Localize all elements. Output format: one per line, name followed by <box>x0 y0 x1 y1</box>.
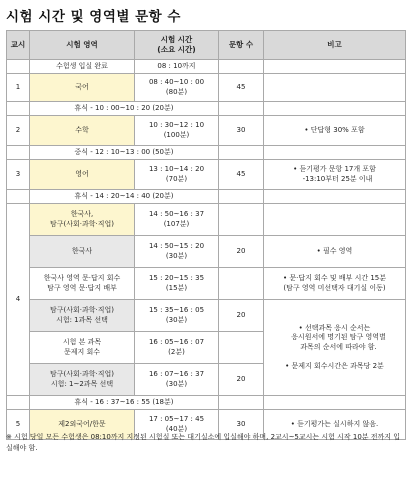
period-4-time-inquiry-1-range: 15 : 35~16 : 05 <box>148 306 205 315</box>
header-time-line2: (소요 시간) <box>157 45 196 54</box>
period-4-area-combined-line1: 한국사, <box>70 210 94 219</box>
period-4-area-history: 한국사 <box>30 236 135 268</box>
break-1-period-cell <box>7 102 30 116</box>
period-1-area: 국어 <box>30 74 135 102</box>
period-3-duration: (70분) <box>165 174 188 183</box>
period-3-row <box>7 160 406 190</box>
period-4-area-inquiry-2-line1: 탐구(사회·과학·직업) <box>49 370 114 379</box>
period-4-note-handover-line2: (탐구 영역 미선택자 대기실 이동) <box>283 283 386 292</box>
period-4-time-collect-duration: (2분) <box>168 347 185 356</box>
period-1-count: 45 <box>219 74 264 102</box>
lunch-text: 중식 - 12 : 10~13 : 00 (50분) <box>30 146 219 160</box>
period-4-count-collect <box>219 332 264 364</box>
period-4-area-handover-line1: 한국사 영역 문·답지 회수 <box>43 274 121 283</box>
header-count: 문항 수 <box>219 31 264 60</box>
period-3-time-range: 13 : 10~14 : 20 <box>148 165 205 174</box>
period-1-number: 1 <box>7 74 30 102</box>
period-4-area-collect-line2: 문제지 회수 <box>63 347 101 356</box>
period-4-time-handover <box>135 268 219 300</box>
period-1-duration: (80분) <box>165 87 188 96</box>
entry-period-cell <box>7 60 30 74</box>
header-time <box>135 31 219 60</box>
lunch-row <box>7 146 406 160</box>
period-4-note-inquiry-line4: • 문제지 회수시간은 과목당 2분 <box>285 361 384 370</box>
period-3-note-line1: • 듣기평가 문항 17개 포함 <box>293 165 376 174</box>
period-4-row-2 <box>7 236 406 268</box>
entry-note-cell <box>264 60 406 74</box>
period-5-area: 제2외국어/한문 <box>30 410 135 440</box>
period-2-note: • 단답형 30% 포함 <box>264 116 406 146</box>
period-2-time-range: 10 : 30~12 : 10 <box>148 121 205 130</box>
period-4-note-handover <box>264 268 406 300</box>
period-3-note <box>264 160 406 190</box>
break-2-text: 휴식 - 14 : 20~14 : 40 (20분) <box>30 190 219 204</box>
period-1-note <box>264 74 406 102</box>
break-3-period-cell <box>7 396 30 410</box>
period-1-time <box>135 74 219 102</box>
period-4-row-1 <box>7 204 406 236</box>
period-4-area-handover-line2: 탐구 영역 문·답지 배부 <box>47 283 117 292</box>
break-1-note-cell <box>264 102 406 116</box>
break-3-text: 휴식 - 16 : 37~16 : 55 (18분) <box>30 396 219 410</box>
period-4-row-4 <box>7 300 406 332</box>
period-4-area-inquiry-1-line2: 시험: 1과목 선택 <box>56 315 108 324</box>
period-4-note-inquiry-line3: 과목의 순서에 따라야 함. <box>300 342 377 351</box>
break-3-note-cell <box>264 396 406 410</box>
period-4-count-inquiry-2: 20 <box>219 364 264 396</box>
break-1-count-cell <box>219 102 264 116</box>
period-3-note-line2: -13:10부터 25분 이내 <box>302 174 373 183</box>
period-5-time-range: 17 : 05~17 : 45 <box>148 415 205 424</box>
period-5-count: 30 <box>219 410 264 440</box>
period-4-note-inquiry-line2: 응시원서에 명기된 탐구 영역별 <box>291 333 386 342</box>
entry-label: 수험생 입실 완료 <box>30 60 135 74</box>
period-4-time-collect <box>135 332 219 364</box>
header-area: 시험 영역 <box>30 31 135 60</box>
lunch-period-cell <box>7 146 30 160</box>
period-4-area-collect <box>30 332 135 364</box>
period-4-time-history <box>135 236 219 268</box>
header-row <box>7 31 406 60</box>
period-4-area-inquiry-1-line1: 탐구(사회·과학·직업) <box>49 306 114 315</box>
period-2-area: 수학 <box>30 116 135 146</box>
period-4-note-combined <box>264 204 406 236</box>
entry-count-cell <box>219 60 264 74</box>
period-4-time-combined <box>135 204 219 236</box>
period-2-duration: (100분) <box>163 130 190 139</box>
period-4-number: 4 <box>7 204 30 396</box>
period-4-time-collect-range: 16 : 05~16 : 07 <box>148 338 205 347</box>
period-4-time-combined-range: 14 : 50~16 : 37 <box>148 210 205 219</box>
period-2-count: 30 <box>219 116 264 146</box>
period-5-number: 5 <box>7 410 30 440</box>
period-1-row <box>7 74 406 102</box>
period-3-count: 45 <box>219 160 264 190</box>
period-4-note-history: • 필수 영역 <box>264 236 406 268</box>
footnote: ※ 시험 당일 모든 수험생은 08:10까지 지정된 시험실 또는 대기실소에 입실해야 하며, 2교시~5교시는 시험 시작 10분 전까지 입실해야 함. <box>6 433 401 452</box>
period-4-count-history: 20 <box>219 236 264 268</box>
period-4-note-inquiry-line1: • 선택과목 응시 순서는 <box>298 324 371 333</box>
header-time-line1: 시험 시간 <box>160 35 193 45</box>
break-2-row <box>7 190 406 204</box>
lunch-note-cell <box>264 146 406 160</box>
lunch-count-cell <box>219 146 264 160</box>
period-3-time <box>135 160 219 190</box>
period-4-time-handover-duration: (15분) <box>165 283 188 292</box>
header-period: 교시 <box>7 31 30 60</box>
period-4-area-handover <box>30 268 135 300</box>
period-4-time-inquiry-1-duration: (30분) <box>165 315 188 324</box>
period-4-area-combined-line2: 탐구(사회·과학·직업) <box>49 219 114 228</box>
period-4-time-history-range: 14 : 50~15 : 20 <box>148 242 205 251</box>
period-4-area-inquiry-1 <box>30 300 135 332</box>
break-3-row <box>7 396 406 410</box>
period-4-count-inquiry-1: 20 <box>219 300 264 332</box>
period-4-time-inquiry-2 <box>135 364 219 396</box>
period-4-area-collect-line1: 시험 본 과목 <box>62 338 102 347</box>
period-4-note-handover-line1: • 문·답지 회수 및 배부 시간 15분 <box>283 274 386 283</box>
header-remarks: 비고 <box>264 31 406 60</box>
break-1-text: 휴식 - 10 : 00~10 : 20 (20분) <box>30 102 219 116</box>
period-5-note: • 듣기평가는 실시하지 않음. <box>264 410 406 440</box>
period-3-number: 3 <box>7 160 30 190</box>
period-4-count-handover <box>219 268 264 300</box>
period-4-time-handover-range: 15 : 20~15 : 35 <box>148 274 205 283</box>
period-4-time-history-duration: (30분) <box>165 251 188 260</box>
period-1-time-range: 08 : 40~10 : 00 <box>148 78 205 87</box>
break-1-row <box>7 102 406 116</box>
period-2-row <box>7 116 406 146</box>
period-5-duration: (40분) <box>165 424 188 433</box>
period-4-time-inquiry-1 <box>135 300 219 332</box>
period-4-count-combined <box>219 204 264 236</box>
period-4-row-3 <box>7 268 406 300</box>
period-4-area-inquiry-2 <box>30 364 135 396</box>
exam-schedule-table <box>6 30 406 440</box>
period-2-time <box>135 116 219 146</box>
entry-time: 08 : 10까지 <box>135 60 219 74</box>
break-3-count-cell <box>219 396 264 410</box>
period-3-area: 영어 <box>30 160 135 190</box>
period-4-time-inquiry-2-duration: (30분) <box>165 379 188 388</box>
break-2-period-cell <box>7 190 30 204</box>
period-4-area-combined <box>30 204 135 236</box>
page-title: 시험 시간 및 영역별 문항 수 <box>6 9 181 25</box>
period-4-time-inquiry-2-range: 16 : 07~16 : 37 <box>148 370 205 379</box>
break-2-count-cell <box>219 190 264 204</box>
entry-row <box>7 60 406 74</box>
period-2-number: 2 <box>7 116 30 146</box>
period-4-area-inquiry-2-line2: 시험: 1~2과목 선택 <box>50 379 114 388</box>
period-4-time-combined-duration: (107분) <box>163 219 190 228</box>
period-4-note-inquiry <box>264 300 406 396</box>
break-2-note-cell <box>264 190 406 204</box>
